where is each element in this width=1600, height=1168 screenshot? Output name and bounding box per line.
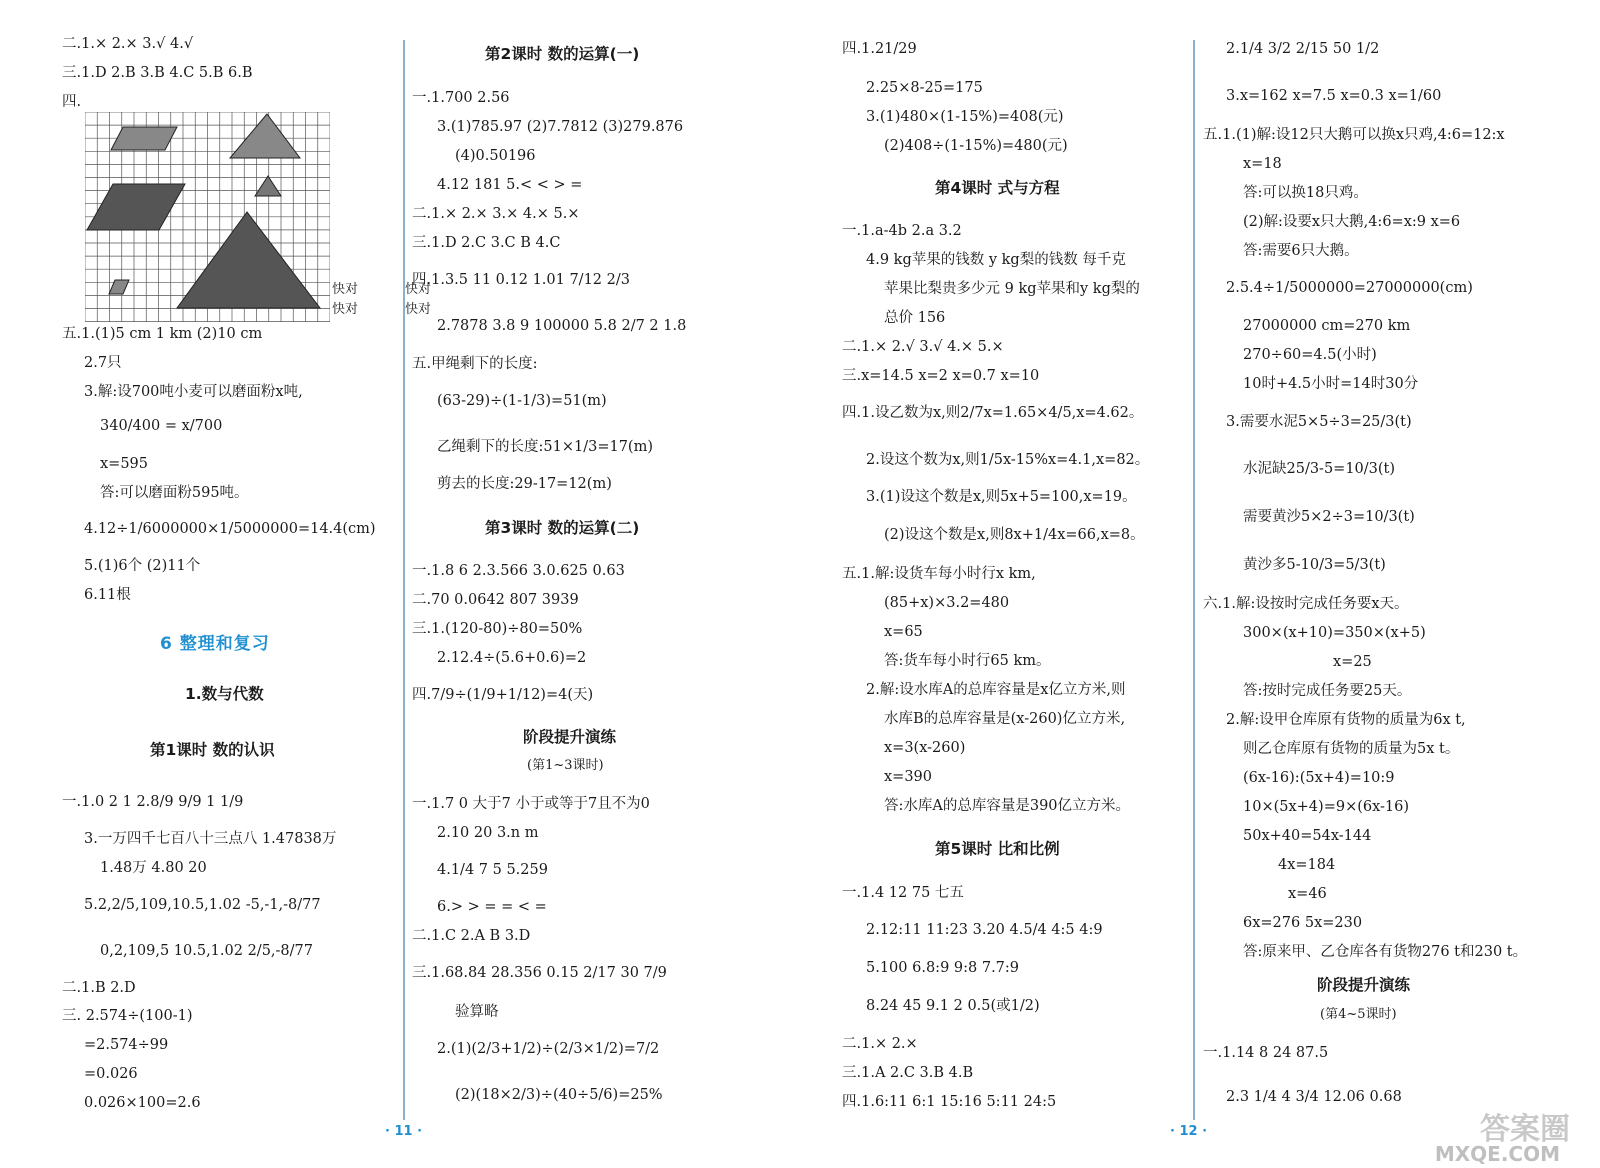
col1-line: =2.574÷99 [84,1037,169,1053]
col4-line: x=25 [1333,654,1372,670]
column-divider-left [403,40,405,1120]
col1-line: 二.1.B 2.D [62,980,136,996]
col1-line: 三. 2.574÷(100-1) [62,1008,193,1024]
col3-line: 水库B的总库容量是(x-260)亿立方米, [884,711,1126,727]
col3-line: 2.12:11 11:23 3.20 4.5/4 4:5 4:9 [866,922,1103,938]
col3-line: 总价 156 [884,310,946,326]
col3-line: 四.1.6:11 6:1 15:16 5:11 24:5 [842,1094,1057,1110]
col2-line: 3.(1)785.97 (2)7.7812 (3)279.876 [437,119,684,135]
col2-line: 乙绳剩下的长度:51×1/3=17(m) [437,439,653,455]
col4-line: 2.5.4÷1/5000000=27000000(cm) [1226,280,1473,296]
col2-line: 五.甲绳剩下的长度: [412,356,538,372]
col1-line: 340/400 = x/700 [100,418,223,434]
col3-line: 第4课时 式与方程 [935,179,1060,197]
col4-line: 水泥缺25/3-5=10/3(t) [1243,461,1396,477]
watermark-url: MXQE.COM [1434,1142,1560,1166]
col2-line: 6.> > = = < = [437,899,547,915]
col4-line: (2)解:设要x只大鹅,4:6=x:9 x=6 [1243,214,1461,230]
large-triangle [177,212,320,308]
col1-line: 第1课时 数的认识 [150,741,275,759]
col4-line: 3.需要水泥5×5÷3=25/3(t) [1226,414,1412,430]
col3-line: (2)408÷(1-15%)=480(元) [884,138,1068,154]
col3-line: 答:货车每小时行65 km。 [884,653,1051,669]
side-note-2: 快对 [332,302,359,317]
col1-line: 1.数与代数 [185,685,264,703]
col1-line: 4.12÷1/6000000×1/5000000=14.4(cm) [84,521,376,537]
col4-line: 3.x=162 x=7.5 x=0.3 x=1/60 [1226,88,1442,104]
col1-line: 一.1.0 2 1 2.8/9 9/9 1 1/9 [62,794,244,810]
col1-line: 1.48万 4.80 20 [100,860,207,876]
col3-line: 2.解:设水库A的总库容量是x亿立方米,则 [866,682,1126,698]
col3-line: (2)设这个数是x,则8x+1/4x=66,x=8。 [884,527,1145,543]
col4-line: 答:可以换18只鸡。 [1243,185,1368,201]
col4-line: 答:原来甲、乙仓库各有货物276 t和230 t。 [1243,944,1528,960]
col3-line: 一.1.4 12 75 七五 [842,885,964,901]
col3-line: x=3(x-260) [884,740,966,756]
col4-line: x=46 [1288,886,1327,902]
col3-line: 3.(1)480×(1-15%)=408(元) [866,109,1064,125]
col4-line: (第4~5课时) [1320,1007,1397,1022]
col2-line: 二.1.C 2.A B 3.D [412,928,531,944]
col4-line: 一.1.14 8 24 87.5 [1203,1045,1329,1061]
col2-line: (第1~3课时) [527,758,604,773]
col2-line: 第3课时 数的运算(二) [485,519,640,537]
side-note-1: 快对 [332,282,359,297]
col1-line: x=595 [100,456,149,472]
col3-line: 2.设这个数为x,则1/5x-15%x=4.1,x=82。 [866,452,1150,468]
page-number-right: · 12 · [1170,1124,1208,1139]
col1-line: 五.1.(1)5 cm 1 km (2)10 cm [62,326,263,342]
col3-line: 3.(1)设这个数是x,则5x+5=100,x=19。 [866,489,1137,505]
col4-line: 五.1.(1)解:设12只大鹅可以换x只鸡,4:6=12:x [1203,127,1505,143]
col2-line: 三.1.D 2.C 3.C B 4.C [412,235,561,251]
col3-line: 三.x=14.5 x=2 x=0.7 x=10 [842,368,1040,384]
col3-line: 三.1.A 2.C 3.B 4.B [842,1065,974,1081]
col3-line: 5.100 6.8:9 9:8 7.7:9 [866,960,1020,976]
column-divider-right [1193,40,1195,1120]
col2-line: 四.7/9÷(1/9+1/12)=4(天) [412,687,594,703]
col2-line: 四.1.3.5 11 0.12 1.01 7/12 2/3 [412,272,630,288]
col2-line: (2)(18×2/3)÷(40÷5/6)=25% [455,1087,663,1103]
col3-line: 第5课时 比和比例 [935,840,1060,858]
section-title: 6 整理和复习 [160,634,270,654]
col2-line: (63-29)÷(1-1/3)=51(m) [437,393,607,409]
col3-line: (85+x)×3.2=480 [884,595,1010,611]
col4-line: 50x+40=54x-144 [1243,828,1372,844]
watermark-logo: 答案圈 [1480,1112,1570,1147]
col2-line: 2.7878 3.8 9 100000 5.8 2/7 2 1.8 [437,318,687,334]
col1-line: 2.7只 [84,355,122,371]
side-note-3: 快对 [405,282,432,297]
col1-line: 0,2,109,5 10.5,1.02 2/5,-8/77 [100,943,313,959]
col4-line: 4x=184 [1278,857,1336,873]
col1-line: 0.026×100=2.6 [84,1095,201,1111]
col4-line: 则乙仓库原有货物的质量为5x t。 [1243,741,1460,757]
col3-line: x=390 [884,769,933,785]
small-triangle [255,176,281,196]
col2-line: 4.12 181 5.< < > = [437,177,583,193]
col3-line: 8.24 45 9.1 2 0.5(或1/2) [866,998,1040,1014]
col4-line: 300×(x+10)=350×(x+5) [1243,625,1426,641]
col1-line: 四. [62,94,82,110]
page-number-left: · 11 · [385,1124,423,1139]
col3-line: 二.1.× 2.× [842,1036,918,1052]
col3-line: x=65 [884,624,923,640]
col4-line: 270÷60=4.5(小时) [1243,347,1377,363]
col4-line: 2.1/4 3/2 2/15 50 1/2 [1226,41,1380,57]
col4-line: 2.3 1/4 4 3/4 12.06 0.68 [1226,1089,1402,1105]
col3-line: 一.1.a-4b 2.a 3.2 [842,223,962,239]
col1-line: =0.026 [84,1066,138,1082]
small-parallelogram [111,127,177,150]
col2-line: (4)0.50196 [455,148,536,164]
col2-line: 一.1.8 6 2.3.566 3.0.625 0.63 [412,563,625,579]
col4-line: 27000000 cm=270 km [1243,318,1411,334]
col1-line: 6.11根 [84,587,131,603]
col3-line: 答:水库A的总库容量是390亿立方米。 [884,798,1131,814]
side-note-4: 快对 [405,302,432,317]
col2-line: 阶段提升演练 [523,728,617,746]
geometry-grid-figure [85,112,330,322]
col4-line: 6x=276 5x=230 [1243,915,1363,931]
upper-triangle [230,114,300,158]
col4-line: 黄沙多5-10/3=5/3(t) [1243,557,1386,573]
col4-line: 需要黄沙5×2÷3=10/3(t) [1243,509,1415,525]
col4-line: 2.解:设甲仓库原有货物的质量为6x t, [1226,712,1466,728]
col1-line: 5.2,2/5,109,10.5,1.02 -5,-1,-8/77 [84,897,321,913]
col2-line: 三.1.(120-80)÷80=50% [412,621,583,637]
col2-line: 4.1/4 7 5 5.259 [437,862,548,878]
col4-line: 10时+4.5小时=14时30分 [1243,376,1419,392]
col1-line: 二.1.× 2.× 3.√ 4.√ [62,36,194,52]
col2-line: 剪去的长度:29-17=12(m) [437,476,612,492]
col3-line: 二.1.× 2.√ 3.√ 4.× 5.× [842,339,1004,355]
col4-line: 阶段提升演练 [1317,976,1411,994]
col2-line: 2.(1)(2/3+1/2)÷(2/3×1/2)=7/2 [437,1041,660,1057]
col2-line: 三.1.68.84 28.356 0.15 2/17 30 7/9 [412,965,667,981]
col2-line: 二.70 0.0642 807 3939 [412,592,579,608]
col2-line: 2.12.4÷(5.6+0.6)=2 [437,650,587,666]
col2-line: 验算略 [455,1004,499,1020]
col4-line: 答:需要6只大鹅。 [1243,243,1359,259]
col1-line: 三.1.D 2.B 3.B 4.C 5.B 6.B [62,65,253,81]
col4-line: (6x-16):(5x+4)=10:9 [1243,770,1395,786]
col1-line: 5.(1)6个 (2)11个 [84,558,201,574]
col2-line: 2.10 20 3.n m [437,825,539,841]
col2-line: 二.1.× 2.× 3.× 4.× 5.× [412,206,580,222]
col2-line: 第2课时 数的运算(一) [485,45,640,63]
col3-line: 苹果比梨贵多少元 9 kg苹果和y kg梨的 [884,281,1140,297]
col4-line: 10×(5x+4)=9×(6x-16) [1243,799,1410,815]
col3-line: 4.9 kg苹果的钱数 y kg梨的钱数 每千克 [866,252,1126,268]
col2-line: 一.1.700 2.56 [412,90,510,106]
col3-line: 四.1.21/29 [842,41,917,57]
col3-line: 五.1.解:设货车每小时行x km, [842,566,1036,582]
col2-line: 一.1.7 0 大于7 小于或等于7且不为0 [412,796,650,812]
col1-line: 答:可以磨面粉595吨。 [100,485,249,501]
col4-line: x=18 [1243,156,1282,172]
col4-line: 答:按时完成任务要25天。 [1243,683,1412,699]
col1-line: 3.一万四千七百八十三点八 1.47838万 [84,831,337,847]
col3-line: 四.1.设乙数为x,则2/7x=1.65×4/5,x=4.62。 [842,405,1144,421]
col3-line: 2.25×8-25=175 [866,80,983,96]
col4-line: 六.1.解:设按时完成任务要x天。 [1203,596,1409,612]
col1-line: 3.解:设700吨小麦可以磨面粉x吨, [84,384,303,400]
